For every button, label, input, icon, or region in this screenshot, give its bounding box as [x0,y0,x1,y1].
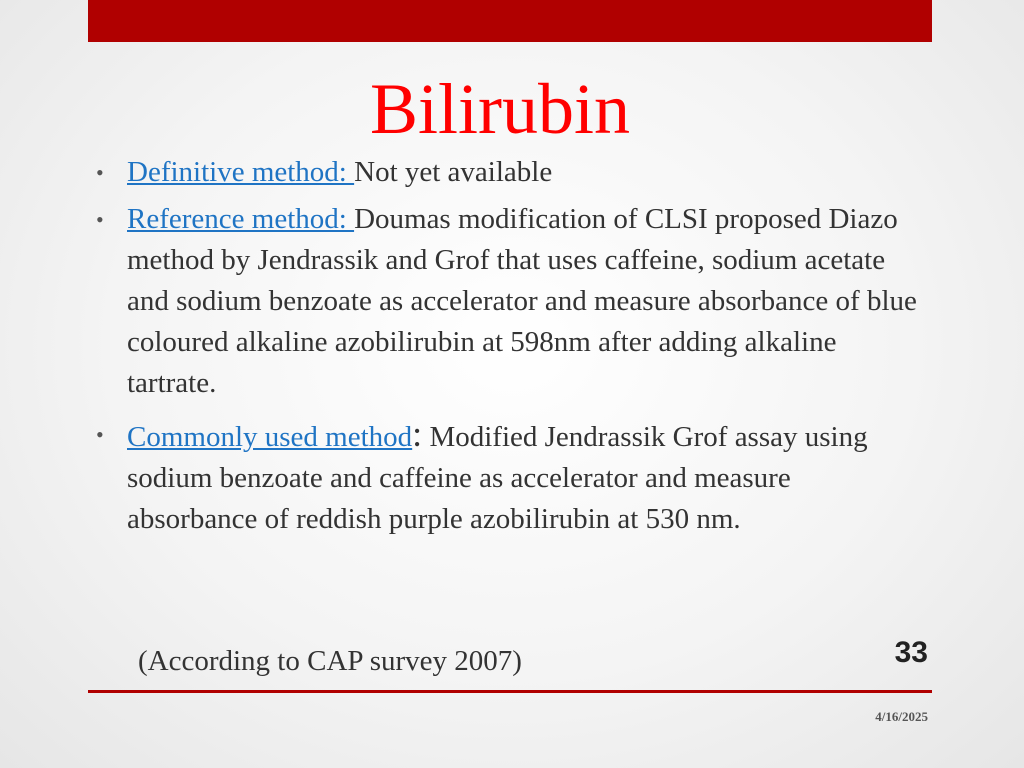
definitive-method-link[interactable]: Definitive method: [127,156,355,188]
slide-content [96,152,926,540]
top-accent-bar [88,0,932,42]
citation: (According to CAP survey 2007) [138,645,522,677]
commonly-used-method-text: Modified Jendrassik Grof assay using sodium benzoate and caffeine as accelerator and measure absorbance of reddish purple azobilirubin at 530 nm. [127,421,868,535]
bullet-dot-icon: • [96,422,104,447]
slide-title: Bilirubin [369,69,630,149]
commonly-used-method-link[interactable]: Commonly used method [127,421,413,453]
bullet-definitive-method [96,152,926,193]
reference-method-link[interactable]: Reference method: [127,203,355,235]
bullet-reference-method [96,199,926,404]
bottom-divider [88,690,932,693]
commonly-used-method-colon: : [412,414,423,454]
bullet-dot-icon: • [96,207,104,232]
reference-method-text: Doumas modification of CLSI proposed Diazo method by Jendrassik and Grof that uses caffeine, sodium acetate and sodium benzoate as accelerator and measure absorbance of blue coloured alkaline azobilirubin at 598nm after adding alkaline tartrate. [127,203,917,399]
definitive-method-text: Not yet available [354,156,553,188]
bullet-commonly-used-method [96,414,926,540]
slide-date: 4/16/2025 [875,709,928,724]
bullet-dot-icon: • [96,160,104,185]
page-number: 33 [894,636,928,669]
